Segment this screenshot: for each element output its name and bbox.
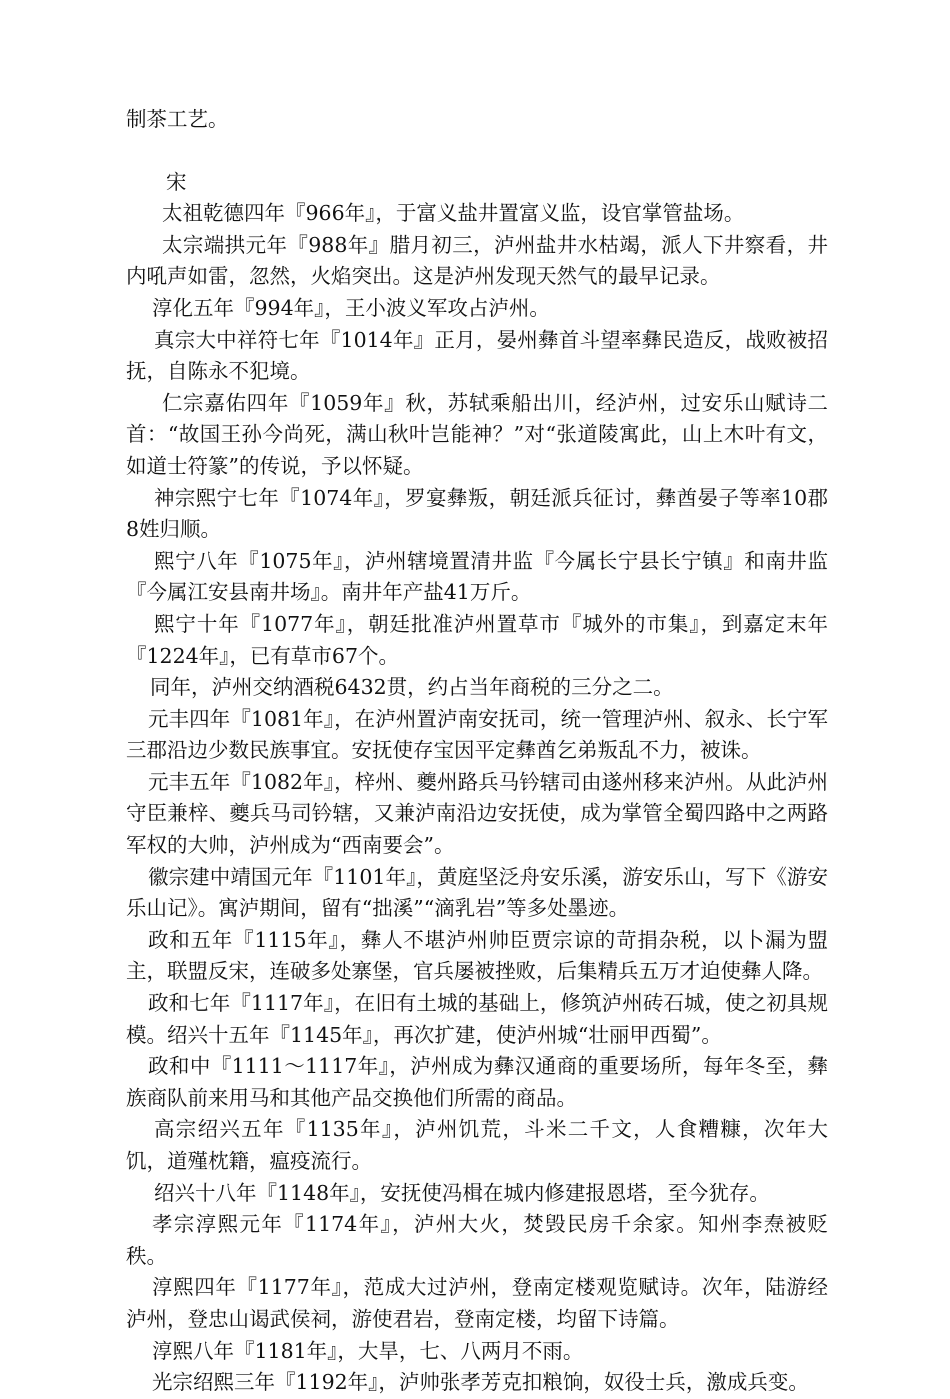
paragraph-19: 淳熙四年『1177年』，范成大过泸州，登南定楼观览赋诗。次年，陆游经泸州，登忠山谒武侯祠，游使君岩，登南定楼，均留下诗篇。	[126, 1275, 828, 1331]
document-body	[126, 104, 828, 1399]
paragraph-2: 太宗端拱元年『988年』腊月初三，泸州盐井水枯竭，派人下井察看，井内吼声如雷，忽然，火焰突出。这是泸州发现天然气的最早记录。	[126, 232, 828, 289]
paragraph-14: 政和七年『1117年』，在旧有土城的基础上，修筑泸州砖石城，使之初具规模。绍兴十五年『1145年』，再次扩建，使泸州城“壮丽甲西蜀”。	[126, 991, 828, 1047]
paragraph-4: 真宗大中祥符七年『1014年』正月，晏州彝首斗望率彝民造反，战败被招抚，自陈永不犯境。	[126, 327, 828, 384]
lead-line: 制茶工艺。	[126, 107, 229, 131]
section-heading: 宋	[166, 169, 187, 194]
paragraph-9: 同年，泸州交纳酒税6432贯，约占当年商税的三分之二。	[150, 675, 674, 700]
paragraph-21: 光宗绍熙三年『1192年』，泸帅张孝芳克扣粮饷，奴役士兵，激成兵变。	[152, 1370, 809, 1395]
paragraph-18: 孝宗淳熙元年『1174年』，泸州大火，焚毁民房千余家。知州李焘被贬秩。	[126, 1212, 828, 1268]
paragraph-10: 元丰四年『1081年』，在泸州置泸南安抚司，统一管理泸州、叙永、长宁军三郡沿边少数民族事宜。安抚使存宝因平定彝酋乞弟叛乱不力，被诛。	[126, 706, 828, 763]
paragraph-7: 熙宁八年『1075年』，泸州辖境置清井监『今属长宁县长宁镇』和南井监『今属江安县南井场』。南井年产盐41万斤。	[126, 548, 828, 605]
paragraph-20: 淳熙八年『1181年』，大旱，七、八两月不雨。	[152, 1338, 584, 1363]
paragraph-gap	[126, 136, 828, 167]
paragraph-15: 政和中『1111～1117年』，泸州成为彝汉通商的重要场所，每年冬至，彝族商队前来用马和其他产品交换他们所需的商品。	[126, 1054, 828, 1110]
paragraph-1: 太祖乾德四年『966年』，于富义盐井置富义监，设官掌管盐场。	[162, 201, 745, 226]
paragraph-6: 神宗熙宁七年『1074年』，罗宴彝叛，朝廷派兵征讨，彝酋晏子等率10郡8姓归顺。	[126, 485, 828, 542]
paragraph-13: 政和五年『1115年』，彝人不堪泸州帅臣贾宗谅的苛捐杂税，以卜漏为盟主，联盟反宋，连破多处寨堡，官兵屡被挫败，后集精兵五万才迫使彝人降。	[126, 927, 828, 984]
paragraph-12: 徽宗建中靖国元年『1101年』，黄庭坚泛舟安乐溪，游安乐山，写下《游安乐山记》。寓泸期间，留有“拙溪”“滴乳岩”等多处墨迹。	[126, 864, 828, 921]
paragraph-11: 元丰五年『1082年』，梓州、夔州路兵马钤辖司由遂州移来泸州。从此泸州守臣兼梓、夔兵马司钤辖，又兼泸南沿边安抚使，成为掌管全蜀四路中之两路军权的大帅，泸州成为“西南要会”。	[126, 769, 828, 858]
paragraph-3: 淳化五年『994年』，王小波义军攻占泸州。	[152, 295, 550, 320]
paragraph-8: 熙宁十年『1077年』，朝廷批准泸州置草市『城外的市集』，到嘉定末年『1224年』，已有草市67个。	[126, 611, 828, 668]
paragraph-16: 高宗绍兴五年『1135年』，泸州饥荒，斗米二千文，人食糟糠，次年大饥，道殣枕籍，瘟疫流行。	[126, 1117, 828, 1173]
paragraph-5: 仁宗嘉佑四年『1059年』秋，苏轼乘船出川，经泸州，过安乐山赋诗二首：“故国王孙今尚死，满山秋叶岂能神？”对“张道陵寓此，山上木叶有文，如道士符篆”的传说，予以怀疑。	[126, 390, 828, 478]
paragraph-17: 绍兴十八年『1148年』，安抚使冯楫在城内修建报恩塔，至今犹存。	[154, 1180, 770, 1205]
